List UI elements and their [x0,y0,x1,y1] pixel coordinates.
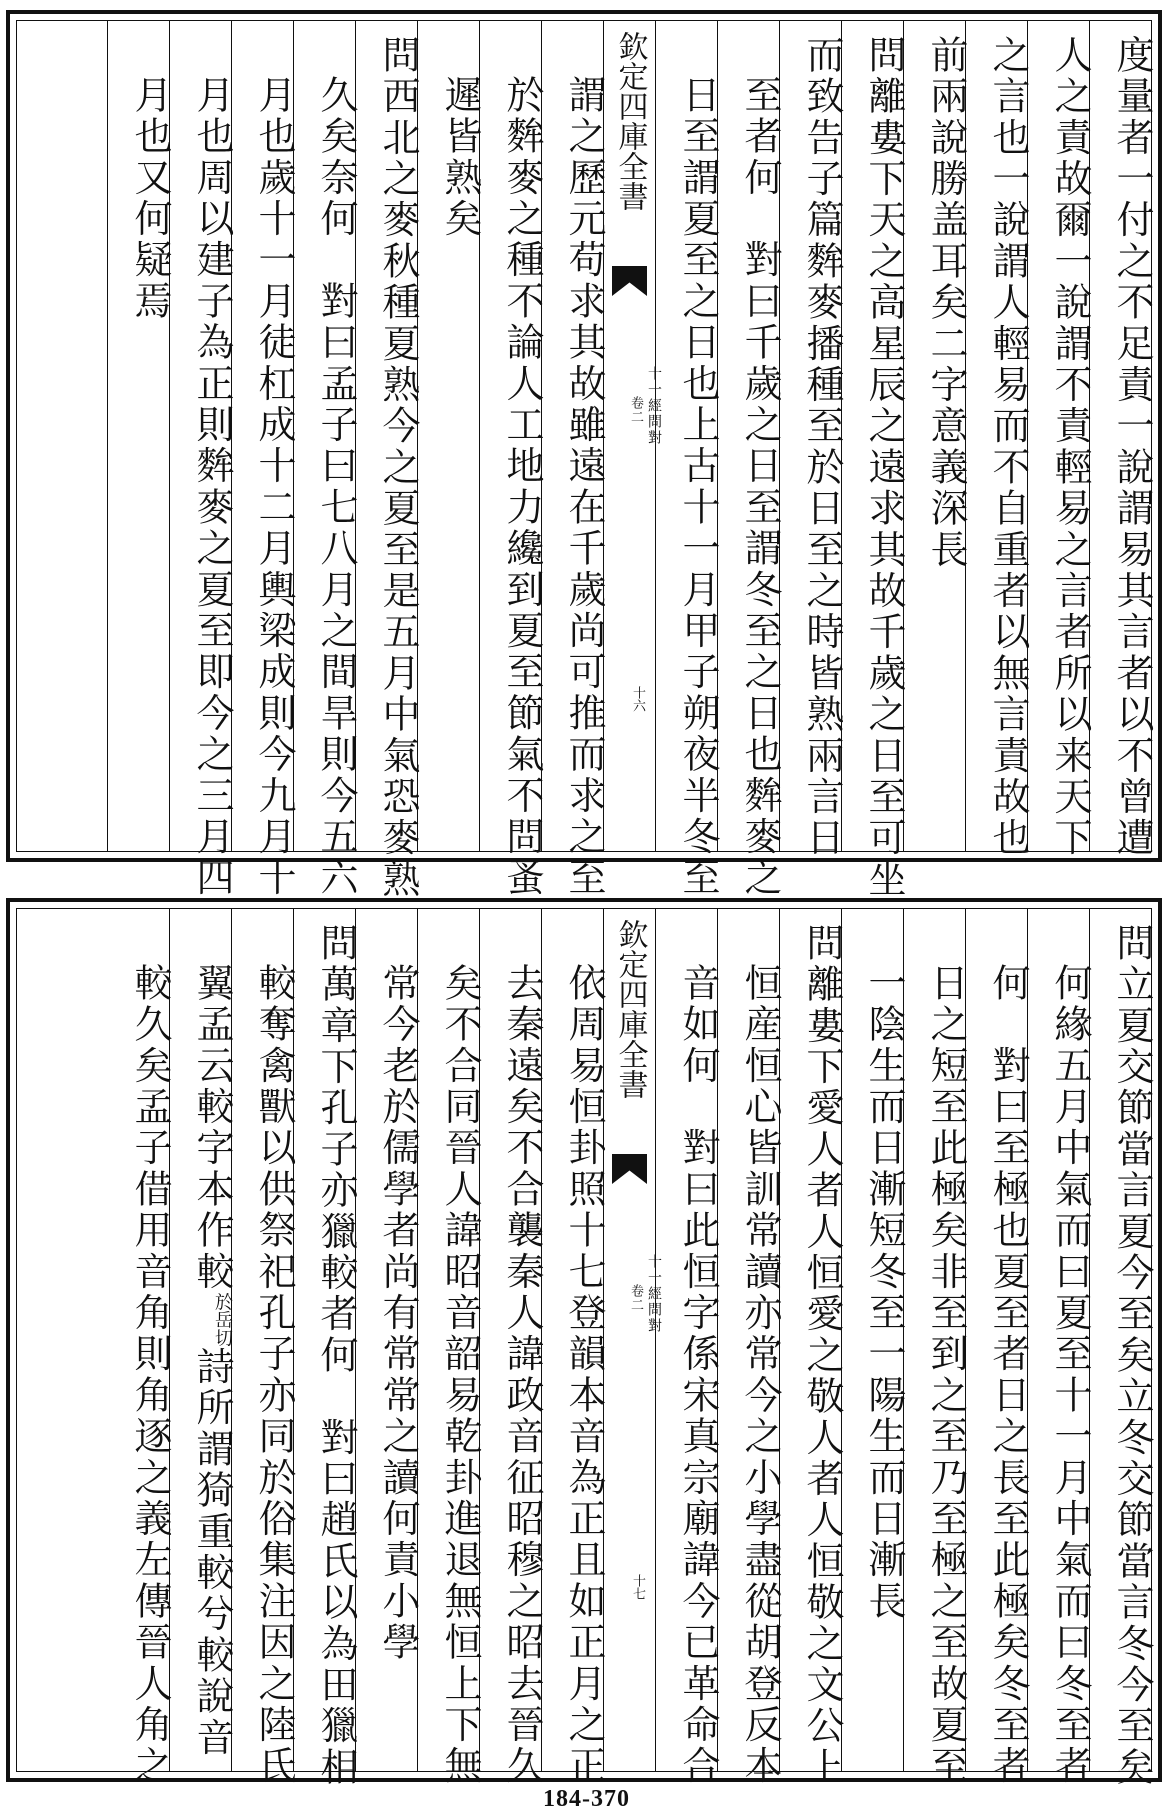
text-column [1089,21,1154,859]
gutter-leaf-number: 十七 [630,1574,645,1600]
column-text: 常今老於儒學者尚有常常之讀何責小學 [376,963,420,1664]
gutter-title: 欽定四庫全書 [612,31,648,211]
text-column [479,909,544,1787]
text-column [417,909,482,1787]
center-gutter [603,909,662,1771]
text-column [293,909,358,1789]
text-column [903,909,968,1787]
text-column [903,21,968,851]
column-text: 問離婁下愛人者人恒愛之敬人者人恒敬之文公上 [800,923,844,1789]
column-text: 問離婁下天之高星辰之遠求其故千歲之日至可坐 [862,35,906,901]
fish-tail-mark [612,266,647,296]
column-text: 恒産恒心皆訓常讀亦常今之小學盡從胡登反本 [738,963,782,1787]
gutter-title: 欽定四庫全書 [612,919,648,1099]
column-text: 謂之歷元苟求其故雖遠在千歲尚可推而求之至 [562,75,606,899]
text-column [717,21,782,899]
column-text: 遲皆熟矣 [438,75,482,240]
text-column [779,909,844,1789]
column-text: 較奪禽獸以供祭祀孔子亦同於俗集注因之陸氏 [252,963,296,1787]
text-column [655,21,720,899]
fish-tail-mark [612,1154,647,1184]
text-column [541,909,606,1787]
column-text: 日之短至此極矣非至到之至乃至極之至故夏至 [924,963,968,1787]
column-text [170,923,234,1759]
column-text: 人之責故爾一說謂不責輕易之言者所以来天下 [1048,35,1092,859]
column-text: 去秦遠矣不合襲秦人諱政音征昭穆之昭去晉久 [500,963,544,1787]
column-text: 而致告子篇麰麥播種至於日至之時皆熟兩言日 [800,35,844,859]
column-text: 依周易恒卦照十七登韻本音為正且如正月之正 [562,963,606,1787]
text-column [107,21,172,851]
column-text-continued: 詩所謂猗重較兮較說音 [190,1346,234,1759]
text-column [1027,21,1092,859]
text-column [231,909,296,1787]
text-column [965,21,1030,859]
text-column [841,909,906,1771]
gutter-leaf-number: 十六 [630,686,645,712]
text-column [231,21,296,899]
gutter-section: 十一經問對 [646,1254,662,1334]
gutter-volume: 卷二 [628,396,643,424]
column-text: 於麰麥之種不論人工地力纔到夏至節氣不問蚤 [500,75,544,899]
column-text: 日至謂夏至之日也上古十一月甲子朔夜半冬至 [676,75,720,899]
column-text: 月也周以建子為正則麰麥之夏至即今之三月四 [190,75,234,899]
gutter-volume: 卷二 [628,1284,643,1312]
column-text: 月也又何疑焉 [128,75,172,323]
text-column [17,909,172,1787]
column-text: 度量者一付之不足責一說謂易其言者以不曾遭 [1110,35,1154,859]
column-text: 矣不合同晉人諱昭音韶易乾卦進退無恒上下無 [438,963,482,1787]
text-column [655,909,720,1787]
text-column [541,21,606,899]
lower-page-frame [6,898,1162,1789]
text-column [293,21,358,899]
column-text: 月也歲十一月徒杠成十二月輿梁成則今九月十 [252,75,296,899]
column-text: 何 對曰至極也夏至者日之長至此極矣冬至者 [986,963,1030,1787]
text-column [355,21,420,901]
lower-page-columns [17,909,1154,1789]
column-text: 至者何 對曰千歲之日至謂冬至之日也麰麥之 [738,75,782,899]
center-gutter [603,21,662,851]
text-column [779,21,844,859]
lower-page-inner-border [16,908,1154,1789]
text-column [717,909,782,1787]
gutter-section: 十一經問對 [646,366,662,446]
text-column [841,21,906,901]
text-column [1089,909,1154,1789]
column-text: 問立夏交節當言夏今至矣立冬交節當言冬今至矣 [1110,923,1154,1789]
upper-page-frame [6,10,1162,901]
column-text: 一陰生而日漸短冬至一陽生而日漸長 [862,963,906,1623]
column-text: 前兩說勝盖耳矣二字意義深長 [924,35,968,571]
text-column [479,21,544,899]
text-column [169,21,234,899]
column-text: 何緣五月中氣而曰夏至十一月中氣而曰冬至者 [1048,963,1092,1787]
column-text: 久矣奈何 對曰孟子曰七八月之間旱則今五六 [314,75,358,899]
text-column [965,909,1030,1787]
upper-page-inner-border [16,20,1154,901]
text-column [417,21,482,851]
text-column [1027,909,1092,1787]
page-number: 184-370 [543,1786,630,1812]
column-text: 較久矣孟子借用音角則角逐之義左傳晉人角之 [128,963,172,1787]
upper-page-columns [17,21,1154,901]
text-column [355,909,420,1771]
column-text-main: 翼孟云較字本作較 [190,963,234,1293]
column-text: 之言也一說謂人輕易而不自重者以無言責故也 [986,35,1030,859]
interlinear-note: 於岳切 [212,1292,233,1347]
column-text: 音如何 對曰此恒字係宋真宗廟諱今已革命合 [676,963,720,1787]
column-text: 問西北之麥秋種夏熟今之夏至是五月中氣恐麥熟 [376,35,420,901]
column-text: 問萬章下孔子亦獵較者何 對曰趙氏以為田獵相 [314,923,358,1789]
text-column [169,909,234,1771]
empty-column [17,21,107,851]
